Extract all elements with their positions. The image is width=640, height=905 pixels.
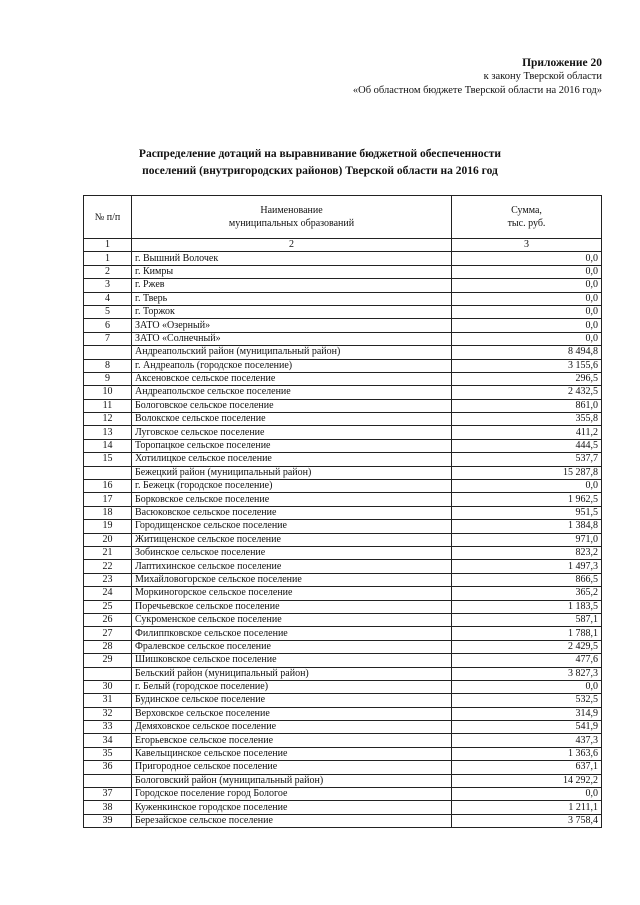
row-value: 296,5: [452, 372, 602, 385]
row-value: 3 155,6: [452, 359, 602, 372]
table-row: [84, 453, 602, 466]
subsidy-table: [83, 195, 602, 828]
row-name: Городское поселение город Бологое: [132, 788, 452, 801]
row-value: 637,1: [452, 761, 602, 774]
row-name: Хотилицкое сельское поселение: [132, 453, 452, 466]
row-name: Васюковское сельское поселение: [132, 506, 452, 519]
header-number: № п/п: [84, 196, 132, 239]
table-row: [84, 359, 602, 372]
row-number: 25: [84, 600, 132, 613]
row-name: Зобинское сельское поселение: [132, 546, 452, 559]
header-sum-line-2: тыс. руб.: [507, 218, 546, 229]
row-name: Бологовское сельское поселение: [132, 399, 452, 412]
row-name: г. Тверь: [132, 292, 452, 305]
row-value: 532,5: [452, 694, 602, 707]
row-value: 1 788,1: [452, 627, 602, 640]
row-value: 437,3: [452, 734, 602, 747]
table-row: [84, 520, 602, 533]
table-row: [84, 252, 602, 265]
row-number: 21: [84, 546, 132, 559]
row-name: Филиппковское сельское поселение: [132, 627, 452, 640]
column-number-row: [84, 239, 602, 252]
column-number-1: 1: [84, 239, 132, 252]
row-value: 314,9: [452, 707, 602, 720]
row-name: г. Бежецк (городское поселение): [132, 480, 452, 493]
row-value: 2 432,5: [452, 386, 602, 399]
header-name-line-2: муниципальных образований: [228, 218, 355, 229]
table-row: [84, 667, 602, 680]
row-value: 0,0: [452, 265, 602, 278]
row-name: Березайское сельское поселение: [132, 814, 452, 827]
table-row: [84, 654, 602, 667]
row-value: 15 287,8: [452, 466, 602, 479]
row-name: Луговское сельское поселение: [132, 426, 452, 439]
row-name: Сукроменское сельское поселение: [132, 613, 452, 626]
row-number: 34: [84, 734, 132, 747]
row-name: Егорьевское сельское поселение: [132, 734, 452, 747]
table-row: [84, 721, 602, 734]
row-name: Кавельщинское сельское поселение: [132, 747, 452, 760]
appendix-header: [353, 56, 602, 98]
table-row: [84, 546, 602, 559]
row-name: Бельский район (муниципальный район): [132, 667, 452, 680]
appendix-label: Приложение 20: [522, 57, 602, 69]
table-row: [84, 372, 602, 385]
table-row: [84, 399, 602, 412]
table-row: [84, 814, 602, 827]
row-value: 411,2: [452, 426, 602, 439]
row-name: Бологовский район (муниципальный район): [132, 774, 452, 787]
row-number: 8: [84, 359, 132, 372]
row-number: [84, 466, 132, 479]
row-value: 1 497,3: [452, 560, 602, 573]
row-value: 1 962,5: [452, 493, 602, 506]
row-number: 29: [84, 654, 132, 667]
table-row: [84, 761, 602, 774]
row-value: 355,8: [452, 413, 602, 426]
row-number: [84, 774, 132, 787]
document-title: [0, 146, 640, 180]
row-value: 14 292,2: [452, 774, 602, 787]
table-row: [84, 533, 602, 546]
row-name: Будинское сельское поселение: [132, 694, 452, 707]
row-value: 477,6: [452, 654, 602, 667]
row-value: 861,0: [452, 399, 602, 412]
row-name: г. Кимры: [132, 265, 452, 278]
row-number: 7: [84, 332, 132, 345]
row-value: 0,0: [452, 680, 602, 693]
row-value: 3 827,3: [452, 667, 602, 680]
row-name: Пригородное сельское поселение: [132, 761, 452, 774]
row-name: г. Вышний Волочек: [132, 252, 452, 265]
table-row: [84, 788, 602, 801]
table-row: [84, 600, 602, 613]
table-row: [84, 439, 602, 452]
table-row: [84, 413, 602, 426]
row-number: 3: [84, 279, 132, 292]
table-row: [84, 680, 602, 693]
row-number: [84, 667, 132, 680]
row-value: 0,0: [452, 292, 602, 305]
row-number: 4: [84, 292, 132, 305]
row-number: 30: [84, 680, 132, 693]
row-name: Демяховское сельское поселение: [132, 721, 452, 734]
row-number: 28: [84, 640, 132, 653]
row-number: [84, 346, 132, 359]
row-value: 444,5: [452, 439, 602, 452]
table-row: [84, 493, 602, 506]
row-name: Поречьевское сельское поселение: [132, 600, 452, 613]
row-value: 0,0: [452, 305, 602, 318]
table-row: [84, 332, 602, 345]
row-number: 18: [84, 506, 132, 519]
row-number: 13: [84, 426, 132, 439]
row-value: 866,5: [452, 573, 602, 586]
row-name: Волокское сельское поселение: [132, 413, 452, 426]
table-row: [84, 466, 602, 479]
row-name: Андреапольский район (муниципальный район): [132, 346, 452, 359]
row-name: г. Ржев: [132, 279, 452, 292]
row-number: 17: [84, 493, 132, 506]
row-number: 9: [84, 372, 132, 385]
column-number-3: 3: [452, 239, 602, 252]
row-number: 14: [84, 439, 132, 452]
table-row: [84, 734, 602, 747]
row-number: 37: [84, 788, 132, 801]
header-name-line-1: Наименование: [260, 205, 323, 216]
row-name: ЗАТО «Озерный»: [132, 319, 452, 332]
row-value: 971,0: [452, 533, 602, 546]
row-number: 33: [84, 721, 132, 734]
row-name: ЗАТО «Солнечный»: [132, 332, 452, 345]
table-row: [84, 627, 602, 640]
row-value: 1 183,5: [452, 600, 602, 613]
row-number: 23: [84, 573, 132, 586]
row-number: 39: [84, 814, 132, 827]
row-value: 541,9: [452, 721, 602, 734]
row-number: 1: [84, 252, 132, 265]
header-sum-line-1: Сумма,: [511, 205, 542, 216]
table-row: [84, 426, 602, 439]
row-name: Аксеновское сельское поселение: [132, 372, 452, 385]
row-number: 10: [84, 386, 132, 399]
row-name: Торопацкое сельское поселение: [132, 439, 452, 452]
table-row: [84, 560, 602, 573]
row-number: 19: [84, 520, 132, 533]
row-name: г. Белый (городское поселение): [132, 680, 452, 693]
table-row: [84, 319, 602, 332]
table-row: [84, 573, 602, 586]
row-value: 951,5: [452, 506, 602, 519]
row-number: 6: [84, 319, 132, 332]
row-number: 27: [84, 627, 132, 640]
table-row: [84, 747, 602, 760]
table-row: [84, 587, 602, 600]
row-name: Шишковское сельское поселение: [132, 654, 452, 667]
column-number-2: 2: [132, 239, 452, 252]
table-row: [84, 292, 602, 305]
table-row: [84, 506, 602, 519]
row-name: г. Торжок: [132, 305, 452, 318]
table-row: [84, 774, 602, 787]
header-sum: [452, 196, 602, 239]
row-name: Бежецкий район (муниципальный район): [132, 466, 452, 479]
table-row: [84, 801, 602, 814]
table-row: [84, 386, 602, 399]
row-value: 3 758,4: [452, 814, 602, 827]
row-name: Фралевское сельское поселение: [132, 640, 452, 653]
table-row: [84, 707, 602, 720]
row-value: 8 494,8: [452, 346, 602, 359]
row-name: Лаптихинское сельское поселение: [132, 560, 452, 573]
row-number: 5: [84, 305, 132, 318]
row-value: 537,7: [452, 453, 602, 466]
row-value: 1 363,6: [452, 747, 602, 760]
appendix-line-1: к закону Тверской области: [483, 71, 602, 82]
row-value: 0,0: [452, 319, 602, 332]
table-row: [84, 613, 602, 626]
row-number: 31: [84, 694, 132, 707]
table-header-row: [84, 196, 602, 239]
row-number: 11: [84, 399, 132, 412]
row-number: 36: [84, 761, 132, 774]
row-value: 0,0: [452, 252, 602, 265]
table-row: [84, 346, 602, 359]
row-number: 38: [84, 801, 132, 814]
appendix-line-2: «Об областном бюджете Тверской области на 2016 год»: [352, 85, 602, 96]
table-body: [84, 252, 602, 828]
row-name: Житищенское сельское поселение: [132, 533, 452, 546]
row-name: Андреапольское сельское поселение: [132, 386, 452, 399]
row-value: 1 211,1: [452, 801, 602, 814]
row-number: 12: [84, 413, 132, 426]
table-row: [84, 265, 602, 278]
row-name: Михайловогорское сельское поселение: [132, 573, 452, 586]
row-name: г. Андреаполь (городское поселение): [132, 359, 452, 372]
header-name: [132, 196, 452, 239]
row-value: 0,0: [452, 279, 602, 292]
row-value: 365,2: [452, 587, 602, 600]
title-line-1: Распределение дотаций на выравнивание бюджетной обеспеченности: [138, 148, 502, 160]
row-value: 823,2: [452, 546, 602, 559]
row-number: 20: [84, 533, 132, 546]
row-number: 35: [84, 747, 132, 760]
row-number: 2: [84, 265, 132, 278]
row-name: Куженкинское городское поселение: [132, 801, 452, 814]
title-line-2: поселений (внутригородских районов) Тверской области на 2016 год: [142, 165, 498, 177]
table-row: [84, 694, 602, 707]
row-number: 24: [84, 587, 132, 600]
row-value: 0,0: [452, 480, 602, 493]
table-row: [84, 480, 602, 493]
row-name: Верховское сельское поселение: [132, 707, 452, 720]
row-name: Городищенское сельское поселение: [132, 520, 452, 533]
row-name: Моркиногорское сельское поселение: [132, 587, 452, 600]
row-number: 26: [84, 613, 132, 626]
row-number: 32: [84, 707, 132, 720]
row-number: 22: [84, 560, 132, 573]
row-number: 15: [84, 453, 132, 466]
row-value: 587,1: [452, 613, 602, 626]
table-row: [84, 640, 602, 653]
row-value: 1 384,8: [452, 520, 602, 533]
row-name: Борковское сельское поселение: [132, 493, 452, 506]
table-row: [84, 279, 602, 292]
row-value: 0,0: [452, 788, 602, 801]
row-value: 0,0: [452, 332, 602, 345]
row-value: 2 429,5: [452, 640, 602, 653]
table-row: [84, 305, 602, 318]
row-number: 16: [84, 480, 132, 493]
